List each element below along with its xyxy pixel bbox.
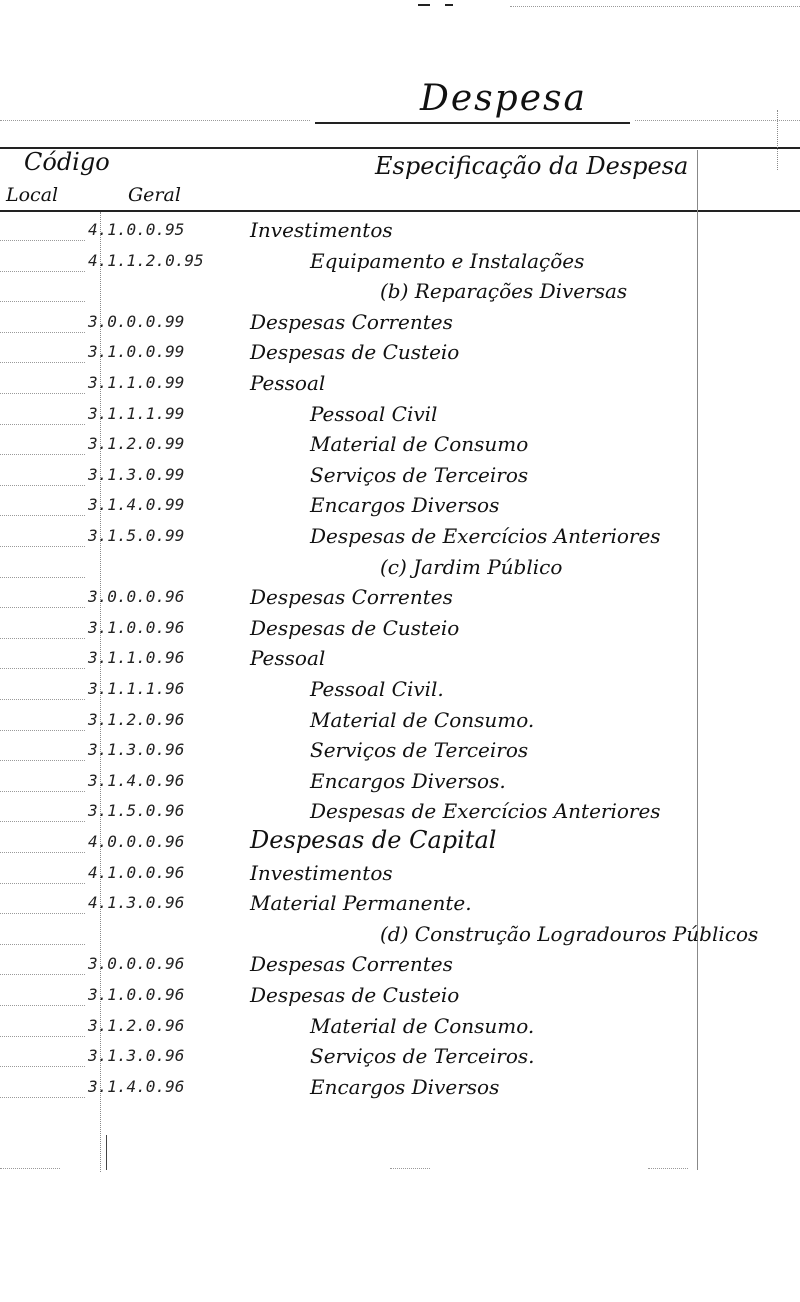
row-leader-line <box>0 577 85 578</box>
row-description: Equipamento e Instalações <box>310 249 585 273</box>
bottom-tick <box>106 1135 107 1170</box>
row-leader-line <box>0 760 85 761</box>
right-margin-line <box>697 150 698 1170</box>
row-description: Material de Consumo. <box>310 1014 535 1038</box>
row-code: 3.1.3.0.96 <box>88 740 185 759</box>
row-description: Despesas de Custeio <box>250 340 460 364</box>
row-description: Pessoal Civil <box>310 402 438 426</box>
title-underline <box>315 122 630 124</box>
header-geral: Geral <box>128 184 181 206</box>
row-leader-line <box>0 424 85 425</box>
row-leader-line <box>0 1097 85 1098</box>
row-description: Pessoal <box>250 371 326 395</box>
row-leader-line <box>0 791 85 792</box>
row-description: Despesas Correntes <box>250 585 453 609</box>
row-description: Encargos Diversos <box>310 493 500 517</box>
row-description: Investimentos <box>250 218 393 242</box>
row-leader-line <box>0 883 85 884</box>
row-description: Serviços de Terceiros. <box>310 1044 535 1068</box>
row-leader-line <box>0 546 85 547</box>
row-code: 3.1.2.0.96 <box>88 710 185 729</box>
row-code: 3.1.1.0.96 <box>88 648 185 667</box>
row-description: Material Permanente. <box>250 891 472 915</box>
row-code: 4.0.0.0.96 <box>88 832 185 851</box>
row-description: Despesas de Custeio <box>250 983 460 1007</box>
row-code: 3.1.1.0.99 <box>88 373 185 392</box>
row-description: Despesas Correntes <box>250 310 453 334</box>
row-leader-line <box>0 362 85 363</box>
top-edge-mark <box>445 4 453 6</box>
row-description: Despesas de Capital <box>250 826 497 854</box>
row-code: 3.1.5.0.96 <box>88 801 185 820</box>
row-leader-line <box>0 668 85 669</box>
row-code: 3.1.2.0.96 <box>88 1016 185 1035</box>
top-edge-line <box>510 6 800 7</box>
row-leader-line <box>0 913 85 914</box>
row-code: 4.1.3.0.96 <box>88 893 185 912</box>
row-leader-line <box>0 699 85 700</box>
row-leader-line <box>0 607 85 608</box>
row-code: 3.1.3.0.99 <box>88 465 185 484</box>
row-leader-line <box>0 852 85 853</box>
header-especificacao: Especificação da Despesa <box>375 152 689 180</box>
row-description: Serviços de Terceiros <box>310 463 529 487</box>
row-description: Despesas de Custeio <box>250 616 460 640</box>
header-codigo: Código <box>24 148 110 176</box>
bottom-line <box>390 1168 430 1169</box>
row-code: 3.1.3.0.96 <box>88 1046 185 1065</box>
row-code: 3.1.4.0.96 <box>88 1077 185 1096</box>
row-description: Investimentos <box>250 861 393 885</box>
row-description: Pessoal <box>250 646 326 670</box>
row-code: 3.1.4.0.99 <box>88 495 185 514</box>
row-code: 4.1.0.0.95 <box>88 220 185 239</box>
row-leader-line <box>0 301 85 302</box>
row-description: Serviços de Terceiros <box>310 738 529 762</box>
row-leader-line <box>0 485 85 486</box>
row-description: Material de Consumo. <box>310 708 535 732</box>
row-leader-line <box>0 515 85 516</box>
row-leader-line <box>0 1005 85 1006</box>
row-description: Encargos Diversos <box>310 1075 500 1099</box>
row-code: 3.1.5.0.99 <box>88 526 185 545</box>
row-code: 3.1.0.0.96 <box>88 985 185 1004</box>
title-dotted-line <box>0 120 310 121</box>
row-code: 3.0.0.0.99 <box>88 312 185 331</box>
row-description: Despesas Correntes <box>250 952 453 976</box>
page-title: Despesa <box>420 78 587 119</box>
header-local: Local <box>6 184 59 206</box>
row-code: 3.1.4.0.96 <box>88 771 185 790</box>
row-code: 4.1.1.2.0.95 <box>88 251 204 270</box>
row-description: Material de Consumo <box>310 432 529 456</box>
row-code: 3.1.0.0.99 <box>88 342 185 361</box>
bottom-line <box>648 1168 688 1169</box>
row-code: 3.1.1.1.96 <box>88 679 185 698</box>
row-leader-line <box>0 271 85 272</box>
row-leader-line <box>0 638 85 639</box>
row-code: 3.0.0.0.96 <box>88 954 185 973</box>
row-leader-line <box>0 1036 85 1037</box>
bottom-line <box>0 1168 60 1169</box>
row-description: Despesas de Exercícios Anteriores <box>310 524 661 548</box>
row-description: Encargos Diversos. <box>310 769 506 793</box>
row-code: 3.0.0.0.96 <box>88 587 185 606</box>
row-leader-line <box>0 240 85 241</box>
row-description: Pessoal Civil. <box>310 677 444 701</box>
row-description: Despesas de Exercícios Anteriores <box>310 799 661 823</box>
row-leader-line <box>0 821 85 822</box>
row-code: 3.1.0.0.96 <box>88 618 185 637</box>
row-leader-line <box>0 393 85 394</box>
row-description: (d) Construção Logradouros Públicos <box>380 922 759 946</box>
row-leader-line <box>0 1066 85 1067</box>
row-leader-line <box>0 332 85 333</box>
row-code: 3.1.2.0.99 <box>88 434 185 453</box>
row-code: 3.1.1.1.99 <box>88 404 185 423</box>
title-dotted-line <box>635 120 800 121</box>
top-edge-mark <box>418 4 430 6</box>
row-leader-line <box>0 944 85 945</box>
row-description: (c) Jardim Público <box>380 555 563 579</box>
row-description: (b) Reparações Diversas <box>380 279 628 303</box>
row-leader-line <box>0 974 85 975</box>
row-leader-line <box>0 454 85 455</box>
header-bottom-rule <box>0 210 800 212</box>
right-dotted-line <box>777 110 778 170</box>
row-leader-line <box>0 730 85 731</box>
row-code: 4.1.0.0.96 <box>88 863 185 882</box>
header-top-rule <box>0 147 800 149</box>
